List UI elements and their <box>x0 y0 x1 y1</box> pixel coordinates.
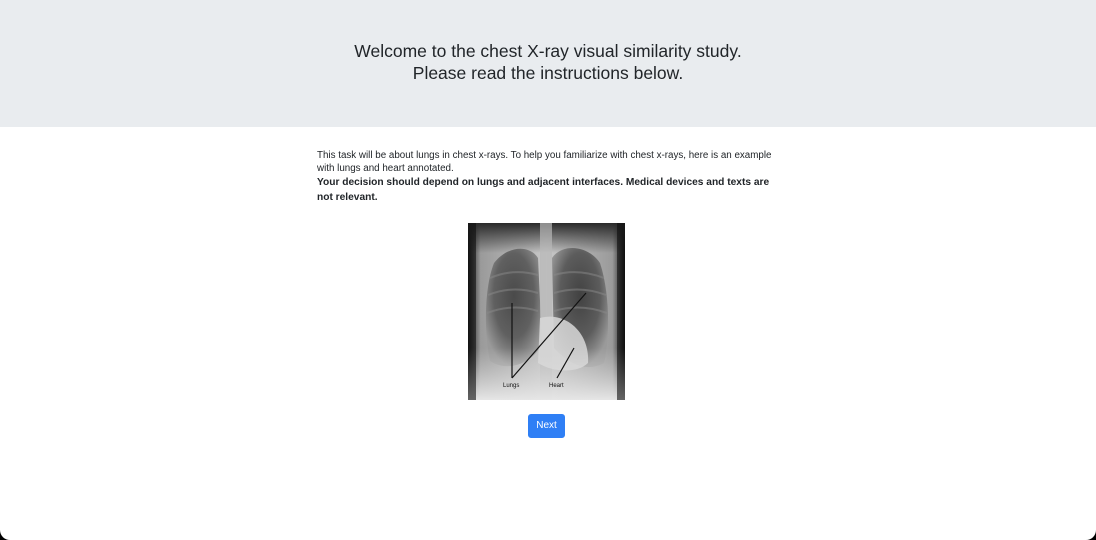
annotation-heart-label: Heart <box>549 383 564 389</box>
instructions-intro: This task will be about lungs in chest x-rays. To help you familiarize with chest x-rays, here is an example with lungs and heart annotated. <box>317 150 772 174</box>
instructions <box>317 149 777 205</box>
instructions-emphasis: Your decision should depend on lungs and adjacent interfaces. Medical devices and texts are not relevant. <box>317 177 770 203</box>
welcome-header <box>0 0 1096 127</box>
page-title <box>0 40 1096 84</box>
example-chest-xray <box>468 223 625 400</box>
title-line-2: Please read the instructions below. <box>412 63 684 83</box>
next-button[interactable]: Next <box>528 414 565 438</box>
chest-xray-image <box>468 223 625 400</box>
title-line-1: Welcome to the chest X-ray visual similarity study. <box>354 41 742 61</box>
annotation-lungs-label: Lungs <box>503 383 520 389</box>
